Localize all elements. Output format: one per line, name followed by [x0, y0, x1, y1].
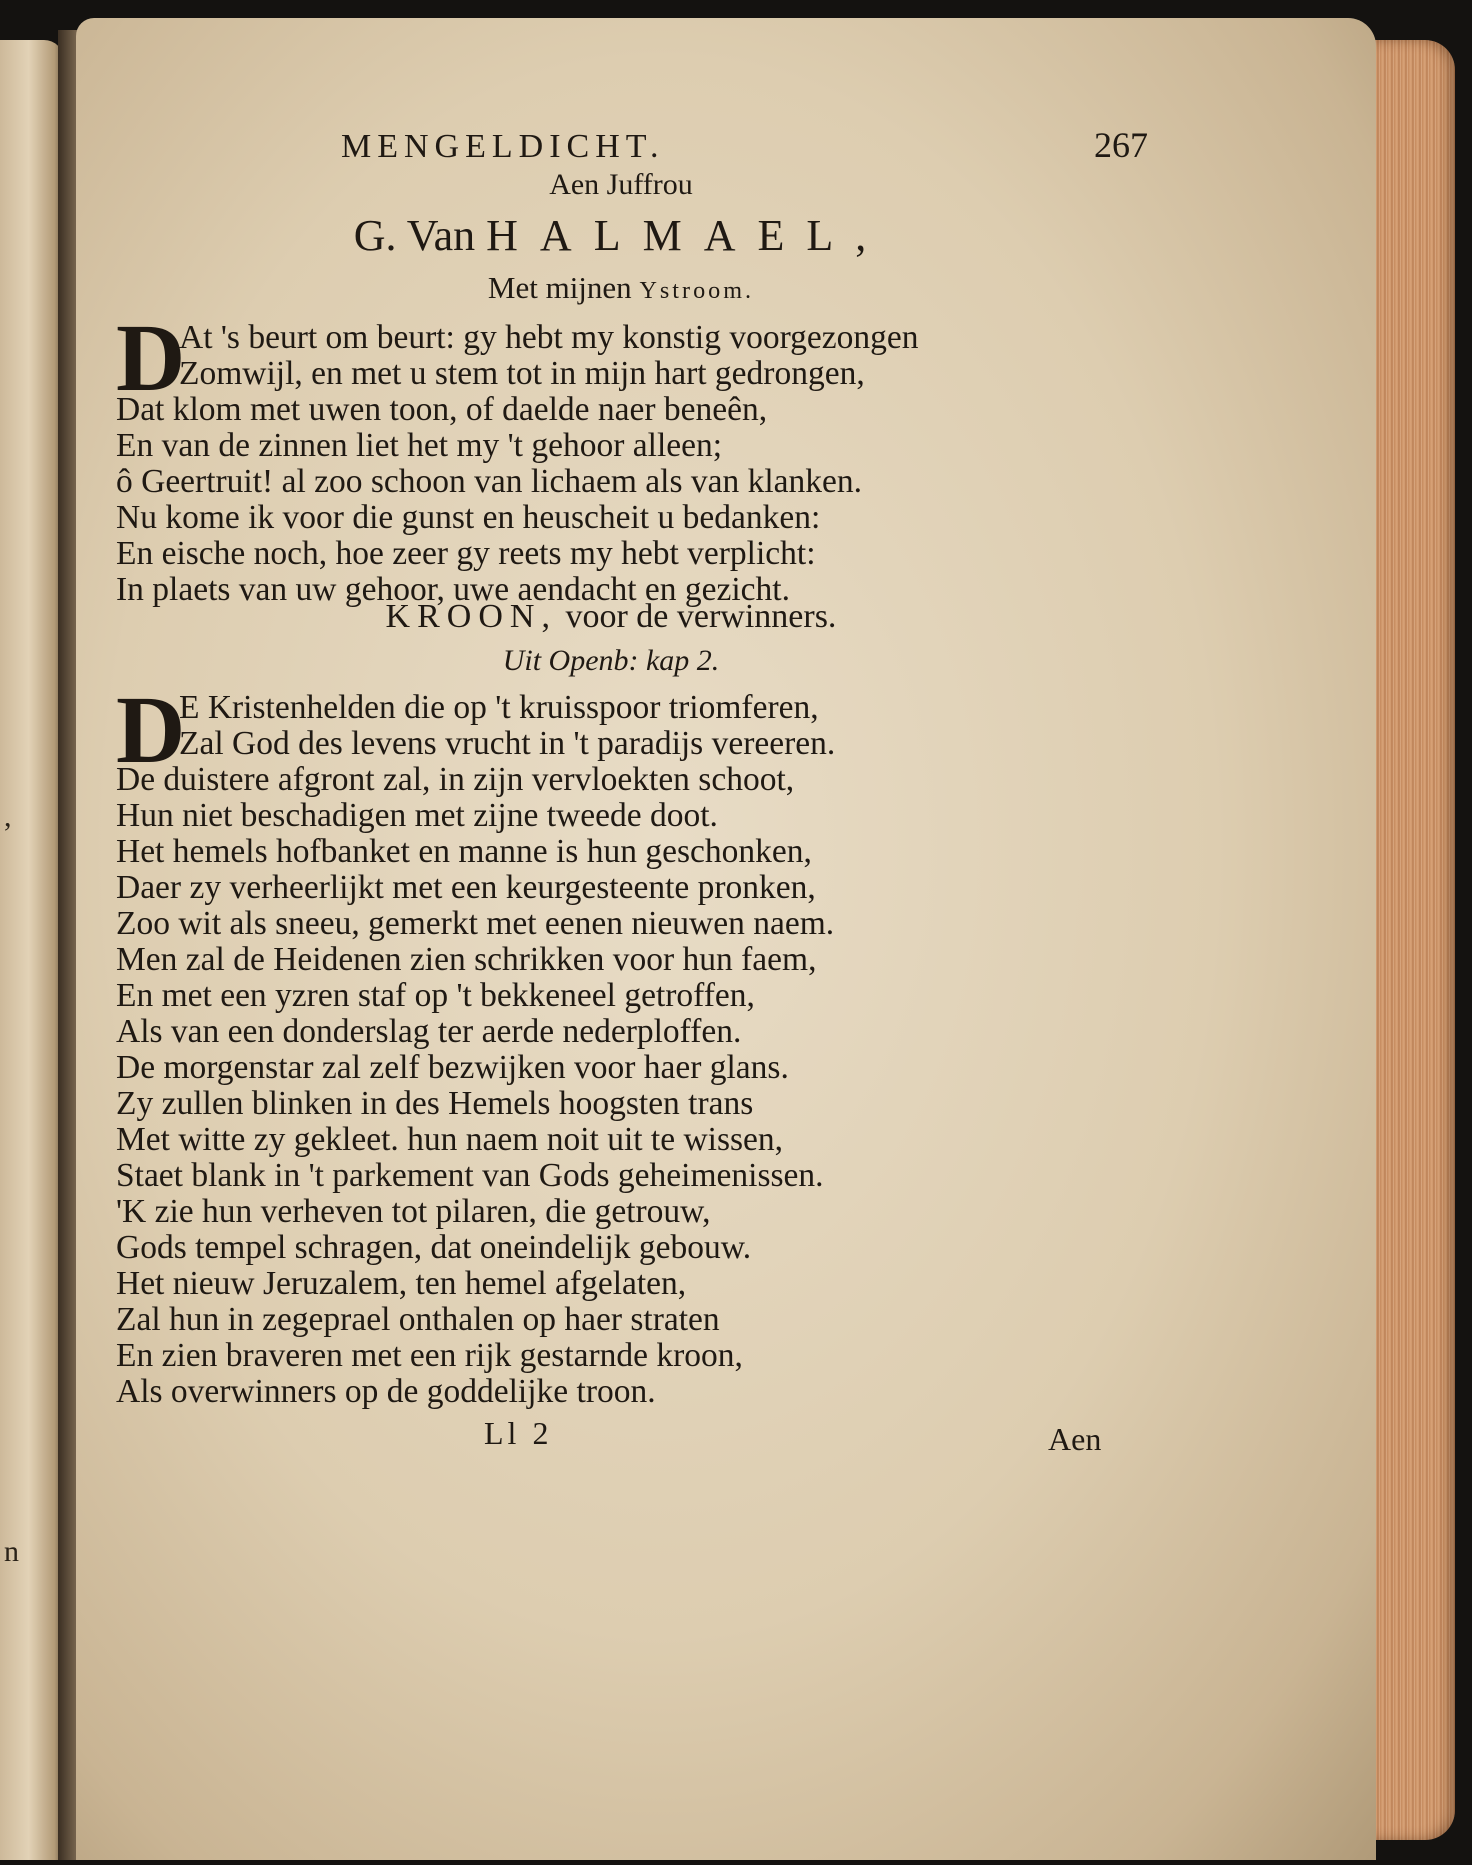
- poem-line: Nu kome ik voor die gunst en heuscheit u bedanken:: [116, 499, 821, 536]
- poem1-address-line3-prefix: Met mijnen: [487, 270, 632, 305]
- poem-line: De morgenstar zal zelf bezwijken voor haer glans.: [116, 1049, 789, 1086]
- signature-mark: Ll 2: [484, 1415, 553, 1451]
- poem-line: At 's beurt om beurt: gy hebt my konstig voorgezongen: [179, 319, 919, 356]
- left-page: [0, 40, 64, 1860]
- poem-line: Daer zy verheerlijkt met een keurgesteente pronken,: [116, 869, 816, 906]
- poem1-address-line3: [116, 270, 1126, 306]
- poem-line: Met witte zy gekleet. hun naem noit uit te wissen,: [116, 1121, 784, 1158]
- poem-line: Zal hun in zegeprael onthalen op haer straten: [116, 1301, 720, 1338]
- poem2-dropcap: D: [116, 676, 186, 783]
- poem2-body: [116, 676, 836, 1410]
- poem-line: Hun niet beschadigen met zijne tweede doot.: [116, 797, 718, 834]
- poem-line: En zien braveren met een rijk gestarnde kroon,: [116, 1337, 743, 1374]
- poem1-address-surname: HALMAEL,: [486, 211, 889, 260]
- poem1-body: [116, 304, 919, 608]
- poem-line: E Kristenhelden die op 't kruisspoor triomferen,: [179, 689, 819, 726]
- poem-line: Als overwinners op de goddelijke troon.: [116, 1373, 656, 1410]
- poem1-address-line3-book: Ystroom.: [639, 277, 755, 304]
- poem-line: En met een yzren staf op 't bekkeneel getroffen,: [116, 977, 755, 1014]
- poem-line: Zal God des levens vrucht in 't paradijs vereeren.: [179, 725, 836, 762]
- poem-line: Het hemels hofbanket en manne is hun geschonken,: [116, 833, 812, 870]
- left-page-fragment: n: [4, 1535, 19, 1568]
- poem2-title-rest: voor de verwinners.: [565, 598, 837, 635]
- poem-line: Zoo wit als sneeu, gemerkt met eenen nieuwen naem.: [116, 905, 835, 942]
- poem2-title-main: KROON,: [385, 598, 557, 635]
- poem2-subtitle: Uit Openb: kap 2.: [502, 644, 720, 677]
- poem-line: Men zal de Heidenen zien schrikken voor hun faem,: [116, 941, 817, 978]
- left-page-fragment: ,: [4, 800, 12, 833]
- poem-line: In plaets van uw gehoor, uwe aendacht en gezicht.: [116, 571, 790, 608]
- poem1-address-prefix: G. Van: [353, 211, 476, 260]
- poem-line: En van de zinnen liet het my 't gehoor alleen;: [116, 427, 723, 464]
- poem-line: ô Geertruit! al zoo schoon van lichaem als van klanken.: [116, 463, 863, 500]
- poem-line: Zomwijl, en met u stem tot in mijn hart gedrongen,: [179, 355, 865, 392]
- catchword: Aen: [1048, 1421, 1102, 1457]
- poem-line: Dat klom met uwen toon, of daelde naer beneên,: [116, 391, 768, 428]
- poem1-address-name: [116, 210, 1126, 261]
- poem-line: Staet blank in 't parkement van Gods geheimenissen.: [116, 1157, 824, 1194]
- poem-line: Het nieuw Jeruzalem, ten hemel afgelaten,: [116, 1265, 687, 1302]
- book-page: [76, 18, 1376, 1860]
- page-number: 267: [1094, 125, 1148, 165]
- poem1-dropcap: D: [116, 304, 186, 411]
- poem-line: Als van een donderslag ter aerde nederploffen.: [116, 1013, 742, 1050]
- running-head: MENGELDICHT.: [341, 128, 665, 165]
- poem2-title: [106, 598, 1116, 636]
- page-text: [76, 18, 1376, 1860]
- poem-line: 'K zie hun verheven tot pilaren, die getrouw,: [116, 1193, 711, 1230]
- poem-line: Zy zullen blinken in des Hemels hoogsten trans: [116, 1085, 754, 1122]
- poem-line: Gods tempel schragen, dat oneindelijk gebouw.: [116, 1229, 752, 1266]
- poem1-address-line1: Aen Juffrou: [549, 168, 693, 201]
- poem-line: En eische noch, hoe zeer gy reets my hebt verplicht:: [116, 535, 816, 572]
- poem-line: De duistere afgront zal, in zijn vervloekten schoot,: [116, 761, 795, 798]
